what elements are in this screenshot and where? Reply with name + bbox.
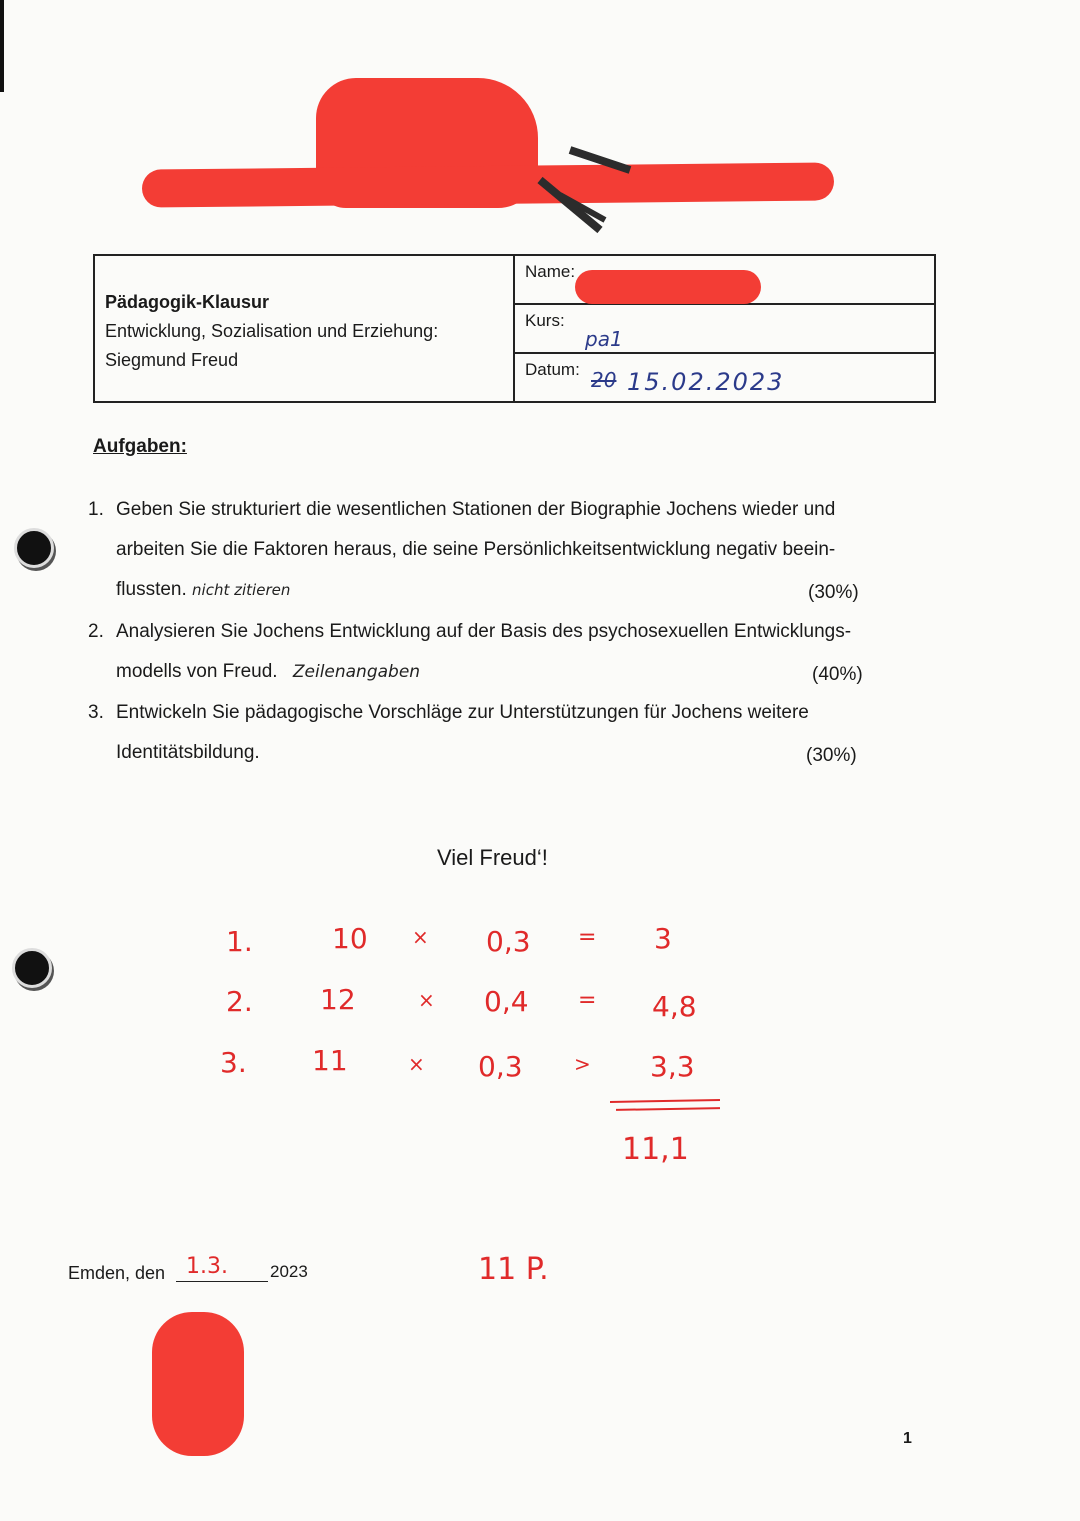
grade-points: 11: [312, 1044, 348, 1077]
tasks-heading: Aufgaben:: [93, 436, 187, 457]
sum-line: [610, 1099, 720, 1103]
task-number: 2.: [88, 621, 104, 642]
grade-points: 12: [320, 983, 356, 1016]
grade-eq: =: [578, 988, 597, 1013]
grade-eq: >: [574, 1052, 591, 1076]
task-text-line: Geben Sie strukturiert die wesentlichen Stationen der Biographie Jochens wieder und: [116, 499, 836, 520]
name-cell: [515, 256, 934, 305]
page-number: 1: [903, 1430, 912, 1447]
sum-line: [616, 1107, 720, 1111]
kurs-cell: [515, 305, 934, 354]
grade-weight: 0,4: [484, 985, 529, 1018]
date-underline: [176, 1281, 268, 1282]
grade-result: 3: [654, 922, 672, 955]
redaction-school-name: [142, 162, 834, 207]
teacher-note: Zeilenangaben: [292, 662, 421, 682]
task-text-line: Identitätsbildung.: [116, 742, 260, 763]
kurs-value: pa1: [585, 327, 623, 351]
place-date: [68, 1263, 165, 1284]
exam-subtitle: Entwicklung, Sozialisation und Erziehung:: [105, 321, 439, 341]
grade-task: 1.: [226, 925, 253, 958]
place-date-year: 2023: [270, 1262, 308, 1281]
exam-title: Pädagogik-Klausur: [105, 292, 270, 312]
datum-value: 15.02.2023: [627, 368, 785, 396]
motto: Viel Freud‘!: [437, 845, 548, 870]
grade-weight: 0,3: [478, 1050, 523, 1083]
task-percent: (30%): [808, 582, 859, 603]
task-percent: (40%): [812, 664, 863, 685]
task-text-line: Entwickeln Sie pädagogische Vorschläge zur Unterstützungen für Jochens weitere: [116, 702, 809, 723]
exam-title-cell: [95, 256, 515, 401]
place-prefix: Emden, den: [68, 1263, 166, 1283]
task-text-line: modells von Freud.: [116, 661, 278, 682]
grade-eq: =: [578, 925, 597, 950]
task-percent: (30%): [806, 745, 857, 766]
teacher-note: nicht zitieren: [192, 581, 291, 599]
stripe-marks: [530, 140, 650, 240]
grade-task: 2.: [226, 985, 253, 1018]
punch-hole-upper: [14, 528, 54, 568]
task-2: [88, 612, 928, 692]
redaction-signature: [152, 1312, 244, 1456]
place-date-hand: 1.3.: [186, 1254, 228, 1279]
grade-op: ×: [408, 1052, 425, 1076]
task-1: [88, 490, 928, 610]
grade-op: ×: [412, 925, 429, 949]
grade-result: 4,8: [652, 990, 697, 1023]
grade-op: ×: [418, 988, 435, 1012]
grade-points: 10: [332, 922, 368, 955]
punch-hole-lower: [12, 948, 52, 988]
task-text-line: arbeiten Sie die Faktoren heraus, die seine Persönlichkeitsentwicklung negativ beein-: [116, 539, 836, 560]
redaction-name: [575, 270, 761, 304]
task-text-line: Analysieren Sie Jochens Entwicklung auf der Basis des psychosexuellen Entwicklungs-: [116, 621, 852, 642]
task-3: [88, 693, 928, 773]
header-table: [93, 254, 936, 403]
datum-label: Datum:: [525, 360, 580, 379]
name-label: Name:: [525, 262, 576, 281]
exam-topic: Siegmund Freud: [105, 350, 239, 370]
kurs-label: Kurs:: [525, 311, 565, 330]
task-text-line: flussten.: [116, 579, 187, 600]
datum-cell: [515, 354, 934, 403]
grade-weight: 0,3: [486, 925, 531, 958]
final-grade: 11 P.: [478, 1252, 549, 1287]
scan-edge-mark: [0, 0, 4, 92]
task-number: 3.: [88, 702, 104, 723]
grade-task: 3.: [220, 1046, 247, 1079]
grade-total: 11,1: [622, 1132, 689, 1167]
grade-result: 3,3: [650, 1050, 695, 1083]
task-number: 1.: [88, 499, 104, 520]
datum-struck: 20: [591, 368, 617, 392]
